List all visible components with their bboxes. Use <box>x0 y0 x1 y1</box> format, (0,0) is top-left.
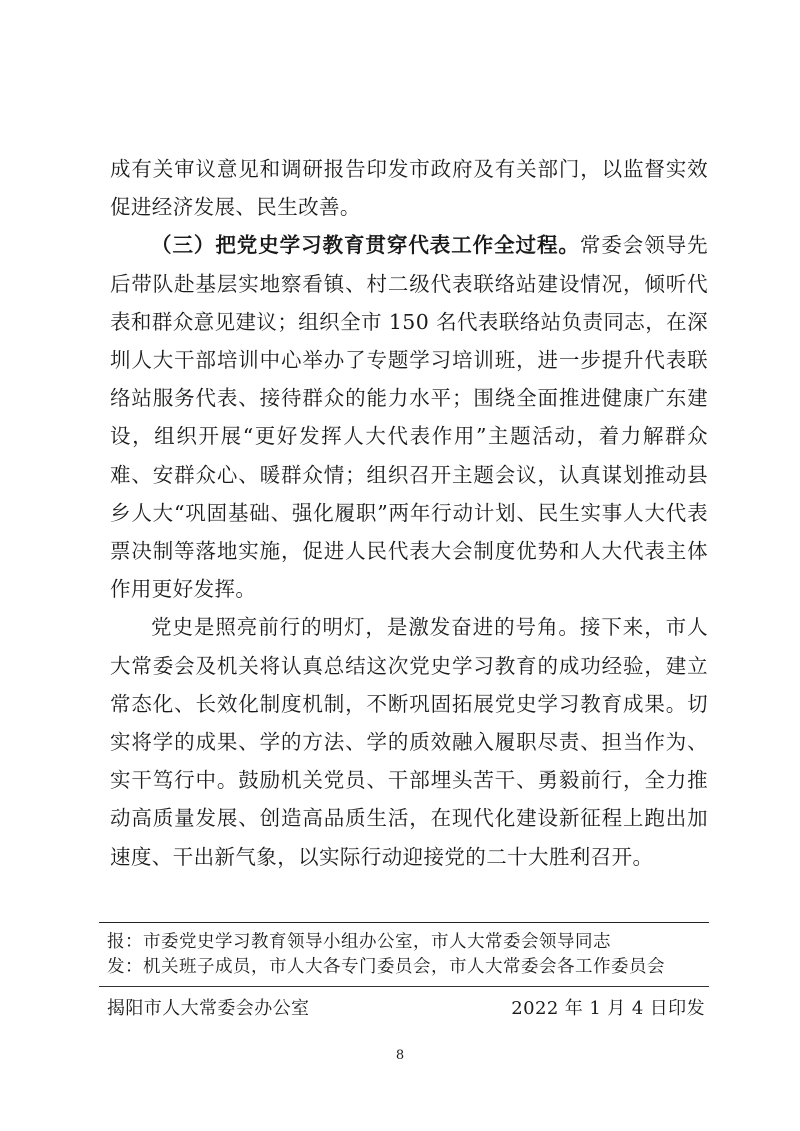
issuer-row <box>99 987 709 1020</box>
paragraph-conclusion: 党史是照亮前行的明灯，是激发奋进的号角。接下来，市人大常委会及机关将认真总结这次党史学习教育的成功经验，建立常态化、长效化制度机制，不断巩固拓展党史学习教育成果。切实将学的成果、学的方法、学的质效融入履职尽责、担当作为、实干笃行中。鼓励机关党员、干部埋头苦干、勇毅前行，全力推动高质量发展、创造高品质生活，在现代化建设新征程上跑出加速度、干出新气象，以实际行动迎接党的二十大胜利召开。 <box>110 615 708 869</box>
document-body <box>110 150 708 876</box>
cc-block <box>99 923 709 986</box>
issuer-name: 揭阳市人大常委会办公室 <box>107 998 310 1019</box>
distribution-footer <box>99 922 709 1020</box>
send-to-line: 发：机关班子成员，市人大各专门委员会，市人大常委会各工作委员会 <box>107 957 665 977</box>
section-text: 常委会领导先后带队赴基层实地察看镇、村二级代表联络站建设情况，倾听代表和群众意见建议；组织全市 150 名代表联络站负责同志，在深圳人大干部培训中心举办了专题学习培训班，进一步提升代表联络站服务代表、接待群众的能力水平；围绕全面推进健康广东建设，组织开展“更好发挥人大代表作用”主题活动，着力解群众难、安群众心、暖群众情；组织召开主题会议，认真谋划推动县乡人大“巩固基础、强化履职”两年行动计划、民生实事人大代表票决制等落地实施，促进人民代表大会制度优势和人大代表主体作用更好发挥。 <box>110 233 708 602</box>
section-heading: （三）把党史学习教育贯穿代表工作全过程。 <box>151 233 580 258</box>
paragraph-continuation: 成有关审议意见和调研报告印发市政府及有关部门，以监督实效促进经济发展、民生改善。 <box>110 157 708 220</box>
page-number: 8 <box>395 1048 405 1063</box>
issue-date: 2022 年 1 月 4 日印发 <box>511 998 705 1019</box>
report-to-line: 报：市委党史学习教育领导小组办公室，市人大常委会领导同志 <box>107 932 611 952</box>
paragraph-section-three <box>110 226 708 608</box>
